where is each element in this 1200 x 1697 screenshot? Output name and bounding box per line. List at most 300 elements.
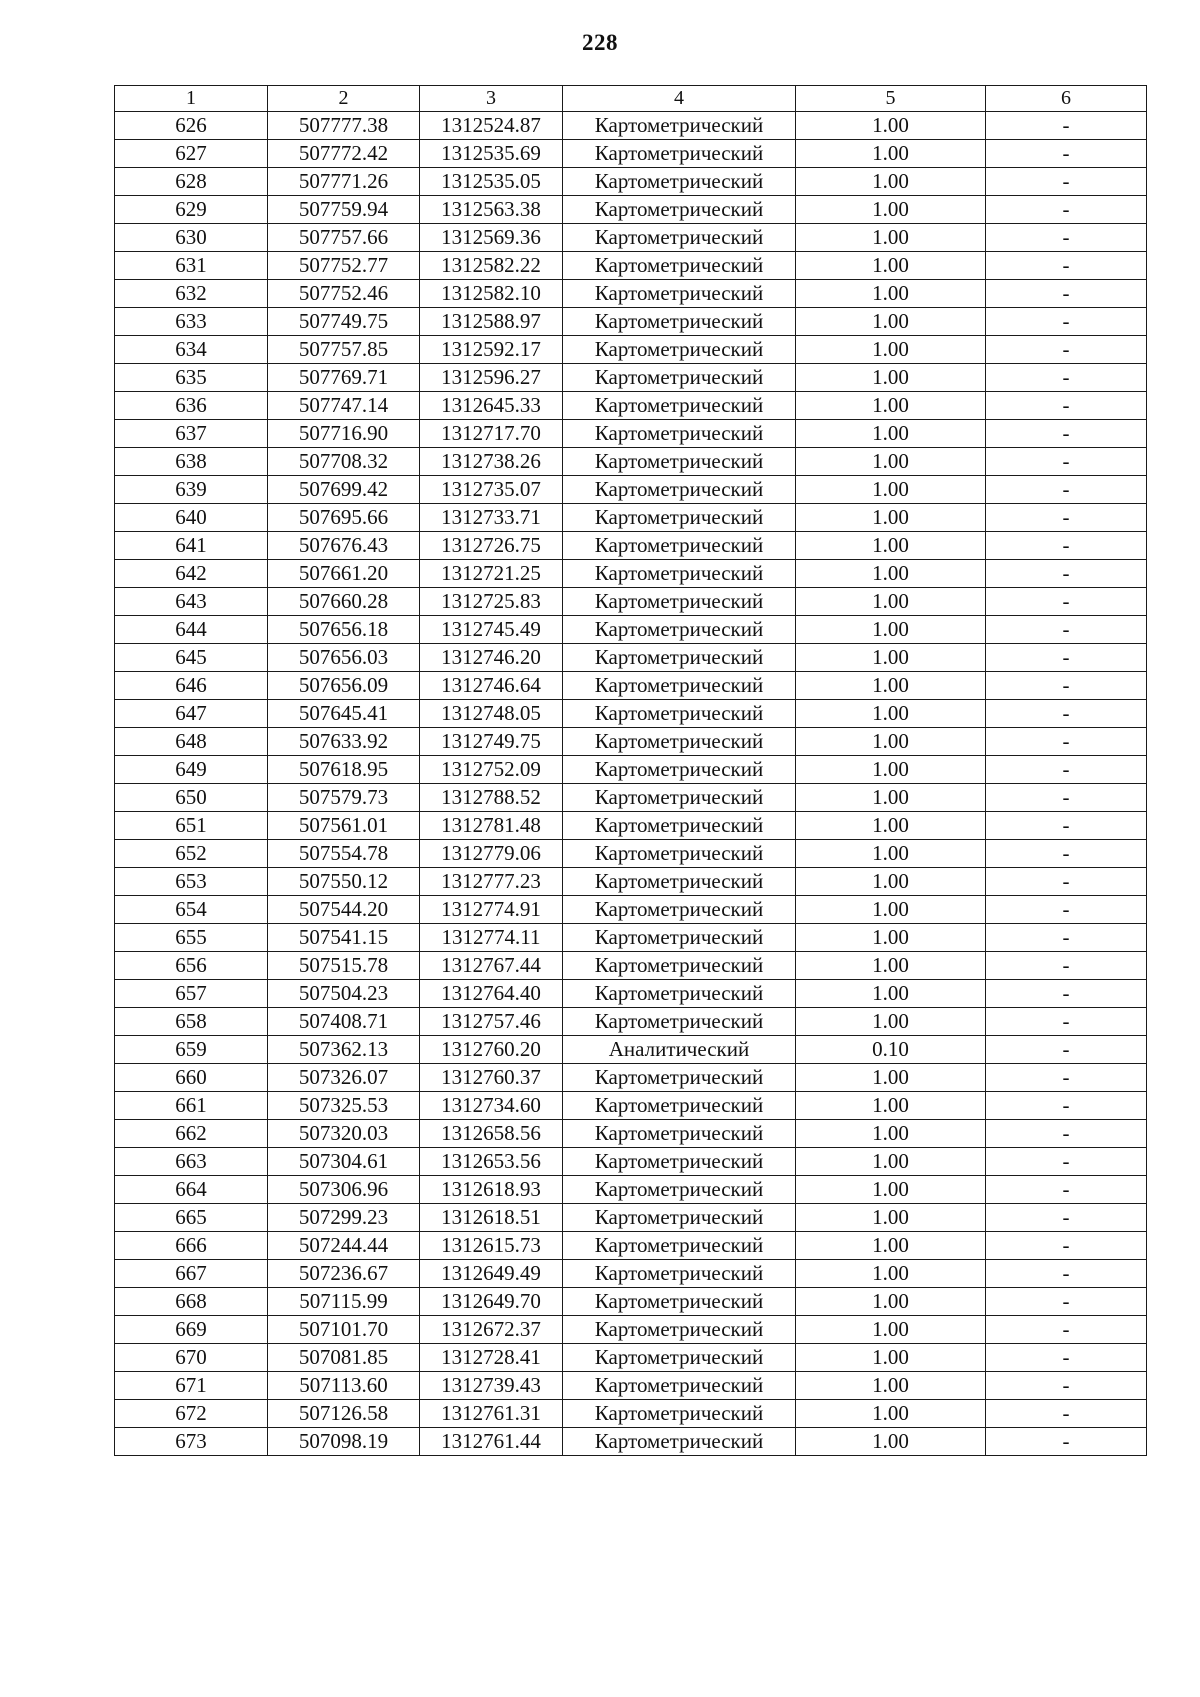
y-coordinate-cell: 1312738.26 xyxy=(420,448,563,476)
method-cell: Картометрический xyxy=(563,448,796,476)
description-cell: - xyxy=(986,1092,1147,1120)
method-cell: Картометрический xyxy=(563,308,796,336)
x-coordinate-cell: 507306.96 xyxy=(268,1176,420,1204)
y-coordinate-cell: 1312535.05 xyxy=(420,168,563,196)
description-cell: - xyxy=(986,364,1147,392)
point-number-cell: 628 xyxy=(115,168,268,196)
method-cell: Картометрический xyxy=(563,532,796,560)
method-cell: Картометрический xyxy=(563,1008,796,1036)
accuracy-cell: 1.00 xyxy=(796,868,986,896)
accuracy-cell: 1.00 xyxy=(796,812,986,840)
y-coordinate-cell: 1312725.83 xyxy=(420,588,563,616)
point-number-cell: 651 xyxy=(115,812,268,840)
x-coordinate-cell: 507081.85 xyxy=(268,1344,420,1372)
x-coordinate-cell: 507660.28 xyxy=(268,588,420,616)
y-coordinate-cell: 1312746.20 xyxy=(420,644,563,672)
x-coordinate-cell: 507544.20 xyxy=(268,896,420,924)
table-row xyxy=(115,1428,1147,1456)
accuracy-cell: 1.00 xyxy=(796,1148,986,1176)
point-number-cell: 645 xyxy=(115,644,268,672)
y-coordinate-cell: 1312653.56 xyxy=(420,1148,563,1176)
description-cell: - xyxy=(986,1372,1147,1400)
description-cell: - xyxy=(986,700,1147,728)
method-cell: Картометрический xyxy=(563,1092,796,1120)
y-coordinate-cell: 1312717.70 xyxy=(420,420,563,448)
point-number-cell: 652 xyxy=(115,840,268,868)
table-row xyxy=(115,532,1147,560)
table-row xyxy=(115,420,1147,448)
y-coordinate-cell: 1312761.31 xyxy=(420,1400,563,1428)
accuracy-cell: 1.00 xyxy=(796,588,986,616)
accuracy-cell: 1.00 xyxy=(796,924,986,952)
table-header xyxy=(115,86,1147,112)
accuracy-cell: 1.00 xyxy=(796,1400,986,1428)
accuracy-cell: 1.00 xyxy=(796,840,986,868)
method-cell: Картометрический xyxy=(563,1260,796,1288)
accuracy-cell: 1.00 xyxy=(796,1428,986,1456)
table-row xyxy=(115,1344,1147,1372)
point-number-cell: 647 xyxy=(115,700,268,728)
accuracy-cell: 1.00 xyxy=(796,504,986,532)
accuracy-cell: 1.00 xyxy=(796,644,986,672)
point-number-cell: 633 xyxy=(115,308,268,336)
table-row xyxy=(115,588,1147,616)
x-coordinate-cell: 507708.32 xyxy=(268,448,420,476)
accuracy-cell: 1.00 xyxy=(796,1232,986,1260)
y-coordinate-cell: 1312779.06 xyxy=(420,840,563,868)
accuracy-cell: 1.00 xyxy=(796,1176,986,1204)
method-cell: Картометрический xyxy=(563,952,796,980)
method-cell: Картометрический xyxy=(563,392,796,420)
point-number-cell: 650 xyxy=(115,784,268,812)
x-coordinate-cell: 507716.90 xyxy=(268,420,420,448)
table-row xyxy=(115,728,1147,756)
description-cell: - xyxy=(986,1176,1147,1204)
description-cell: - xyxy=(986,728,1147,756)
accuracy-cell: 1.00 xyxy=(796,980,986,1008)
method-cell: Картометрический xyxy=(563,1288,796,1316)
x-coordinate-cell: 507645.41 xyxy=(268,700,420,728)
table-row xyxy=(115,784,1147,812)
point-number-cell: 667 xyxy=(115,1260,268,1288)
method-cell: Картометрический xyxy=(563,476,796,504)
x-coordinate-cell: 507777.38 xyxy=(268,112,420,140)
point-number-cell: 635 xyxy=(115,364,268,392)
table-row xyxy=(115,252,1147,280)
point-number-cell: 639 xyxy=(115,476,268,504)
point-number-cell: 648 xyxy=(115,728,268,756)
table-row xyxy=(115,868,1147,896)
x-coordinate-cell: 507695.66 xyxy=(268,504,420,532)
y-coordinate-cell: 1312726.75 xyxy=(420,532,563,560)
description-cell: - xyxy=(986,1428,1147,1456)
method-cell: Картометрический xyxy=(563,1176,796,1204)
accuracy-cell: 1.00 xyxy=(796,1092,986,1120)
method-cell: Картометрический xyxy=(563,728,796,756)
method-cell: Картометрический xyxy=(563,1428,796,1456)
point-number-cell: 661 xyxy=(115,1092,268,1120)
description-cell: - xyxy=(986,672,1147,700)
x-coordinate-cell: 507101.70 xyxy=(268,1316,420,1344)
table-row xyxy=(115,1008,1147,1036)
x-coordinate-cell: 507362.13 xyxy=(268,1036,420,1064)
y-coordinate-cell: 1312649.70 xyxy=(420,1288,563,1316)
y-coordinate-cell: 1312757.46 xyxy=(420,1008,563,1036)
method-cell: Картометрический xyxy=(563,140,796,168)
method-cell: Картометрический xyxy=(563,700,796,728)
point-number-cell: 660 xyxy=(115,1064,268,1092)
description-cell: - xyxy=(986,1064,1147,1092)
x-coordinate-cell: 507579.73 xyxy=(268,784,420,812)
description-cell: - xyxy=(986,644,1147,672)
description-cell: - xyxy=(986,112,1147,140)
y-coordinate-cell: 1312774.11 xyxy=(420,924,563,952)
point-number-cell: 665 xyxy=(115,1204,268,1232)
method-cell: Картометрический xyxy=(563,336,796,364)
point-number-cell: 669 xyxy=(115,1316,268,1344)
column-header-accuracy: 5 xyxy=(796,86,986,112)
x-coordinate-cell: 507408.71 xyxy=(268,1008,420,1036)
table-row xyxy=(115,980,1147,1008)
y-coordinate-cell: 1312672.37 xyxy=(420,1316,563,1344)
method-cell: Картометрический xyxy=(563,224,796,252)
accuracy-cell: 1.00 xyxy=(796,196,986,224)
description-cell: - xyxy=(986,336,1147,364)
description-cell: - xyxy=(986,924,1147,952)
table-row xyxy=(115,1064,1147,1092)
point-number-cell: 638 xyxy=(115,448,268,476)
description-cell: - xyxy=(986,1260,1147,1288)
method-cell: Аналитический xyxy=(563,1036,796,1064)
table-row xyxy=(115,1148,1147,1176)
description-cell: - xyxy=(986,1148,1147,1176)
x-coordinate-cell: 507752.46 xyxy=(268,280,420,308)
x-coordinate-cell: 507769.71 xyxy=(268,364,420,392)
point-number-cell: 643 xyxy=(115,588,268,616)
y-coordinate-cell: 1312748.05 xyxy=(420,700,563,728)
method-cell: Картометрический xyxy=(563,840,796,868)
accuracy-cell: 1.00 xyxy=(796,1344,986,1372)
method-cell: Картометрический xyxy=(563,1064,796,1092)
x-coordinate-cell: 507541.15 xyxy=(268,924,420,952)
accuracy-cell: 1.00 xyxy=(796,1260,986,1288)
x-coordinate-cell: 507115.99 xyxy=(268,1288,420,1316)
table-row xyxy=(115,756,1147,784)
x-coordinate-cell: 507304.61 xyxy=(268,1148,420,1176)
point-number-cell: 666 xyxy=(115,1232,268,1260)
method-cell: Картометрический xyxy=(563,168,796,196)
column-header-method: 4 xyxy=(563,86,796,112)
column-header-x-coordinate: 2 xyxy=(268,86,420,112)
x-coordinate-cell: 507656.09 xyxy=(268,672,420,700)
x-coordinate-cell: 507759.94 xyxy=(268,196,420,224)
point-number-cell: 627 xyxy=(115,140,268,168)
point-number-cell: 672 xyxy=(115,1400,268,1428)
x-coordinate-cell: 507749.75 xyxy=(268,308,420,336)
point-number-cell: 630 xyxy=(115,224,268,252)
y-coordinate-cell: 1312618.93 xyxy=(420,1176,563,1204)
description-cell: - xyxy=(986,1288,1147,1316)
method-cell: Картометрический xyxy=(563,1204,796,1232)
point-number-cell: 662 xyxy=(115,1120,268,1148)
column-header-point-number: 1 xyxy=(115,86,268,112)
table-row xyxy=(115,392,1147,420)
table-row xyxy=(115,1204,1147,1232)
x-coordinate-cell: 507326.07 xyxy=(268,1064,420,1092)
point-number-cell: 663 xyxy=(115,1148,268,1176)
point-number-cell: 634 xyxy=(115,336,268,364)
table-row xyxy=(115,112,1147,140)
method-cell: Картометрический xyxy=(563,644,796,672)
table-row xyxy=(115,812,1147,840)
table-row xyxy=(115,1232,1147,1260)
method-cell: Картометрический xyxy=(563,756,796,784)
page-number: 228 xyxy=(582,30,618,55)
point-number-cell: 656 xyxy=(115,952,268,980)
point-number-cell: 668 xyxy=(115,1288,268,1316)
accuracy-cell: 1.00 xyxy=(796,728,986,756)
x-coordinate-cell: 507320.03 xyxy=(268,1120,420,1148)
description-cell: - xyxy=(986,952,1147,980)
accuracy-cell: 1.00 xyxy=(796,1008,986,1036)
y-coordinate-cell: 1312746.64 xyxy=(420,672,563,700)
column-header-description: 6 xyxy=(986,86,1147,112)
description-cell: - xyxy=(986,392,1147,420)
description-cell: - xyxy=(986,1204,1147,1232)
x-coordinate-cell: 507618.95 xyxy=(268,756,420,784)
y-coordinate-cell: 1312582.22 xyxy=(420,252,563,280)
y-coordinate-cell: 1312761.44 xyxy=(420,1428,563,1456)
point-number-cell: 673 xyxy=(115,1428,268,1456)
method-cell: Картометрический xyxy=(563,1148,796,1176)
table-row xyxy=(115,224,1147,252)
table-row xyxy=(115,952,1147,980)
table-row xyxy=(115,840,1147,868)
point-number-cell: 631 xyxy=(115,252,268,280)
x-coordinate-cell: 507661.20 xyxy=(268,560,420,588)
accuracy-cell: 1.00 xyxy=(796,392,986,420)
method-cell: Картометрический xyxy=(563,196,796,224)
y-coordinate-cell: 1312524.87 xyxy=(420,112,563,140)
accuracy-cell: 1.00 xyxy=(796,756,986,784)
x-coordinate-cell: 507752.77 xyxy=(268,252,420,280)
table-row xyxy=(115,1176,1147,1204)
x-coordinate-cell: 507299.23 xyxy=(268,1204,420,1232)
table-row xyxy=(115,560,1147,588)
accuracy-cell: 1.00 xyxy=(796,616,986,644)
accuracy-cell: 1.00 xyxy=(796,224,986,252)
y-coordinate-cell: 1312788.52 xyxy=(420,784,563,812)
method-cell: Картометрический xyxy=(563,1120,796,1148)
y-coordinate-cell: 1312582.10 xyxy=(420,280,563,308)
y-coordinate-cell: 1312739.43 xyxy=(420,1372,563,1400)
accuracy-cell: 1.00 xyxy=(796,672,986,700)
description-cell: - xyxy=(986,1232,1147,1260)
x-coordinate-cell: 507550.12 xyxy=(268,868,420,896)
x-coordinate-cell: 507244.44 xyxy=(268,1232,420,1260)
y-coordinate-cell: 1312569.36 xyxy=(420,224,563,252)
method-cell: Картометрический xyxy=(563,896,796,924)
table-row xyxy=(115,448,1147,476)
y-coordinate-cell: 1312645.33 xyxy=(420,392,563,420)
table-row xyxy=(115,1372,1147,1400)
x-coordinate-cell: 507098.19 xyxy=(268,1428,420,1456)
table-row xyxy=(115,1316,1147,1344)
table-row xyxy=(115,308,1147,336)
description-cell: - xyxy=(986,784,1147,812)
table-row xyxy=(115,1400,1147,1428)
table-row xyxy=(115,1036,1147,1064)
description-cell: - xyxy=(986,560,1147,588)
y-coordinate-cell: 1312749.75 xyxy=(420,728,563,756)
accuracy-cell: 1.00 xyxy=(796,308,986,336)
y-coordinate-cell: 1312721.25 xyxy=(420,560,563,588)
accuracy-cell: 1.00 xyxy=(796,112,986,140)
accuracy-cell: 1.00 xyxy=(796,336,986,364)
method-cell: Картометрический xyxy=(563,504,796,532)
x-coordinate-cell: 507126.58 xyxy=(268,1400,420,1428)
method-cell: Картометрический xyxy=(563,672,796,700)
x-coordinate-cell: 507757.85 xyxy=(268,336,420,364)
table-row xyxy=(115,336,1147,364)
method-cell: Картометрический xyxy=(563,560,796,588)
description-cell: - xyxy=(986,1316,1147,1344)
x-coordinate-cell: 507771.26 xyxy=(268,168,420,196)
accuracy-cell: 1.00 xyxy=(796,1204,986,1232)
accuracy-cell: 1.00 xyxy=(796,140,986,168)
accuracy-cell: 1.00 xyxy=(796,700,986,728)
table-row xyxy=(115,896,1147,924)
y-coordinate-cell: 1312658.56 xyxy=(420,1120,563,1148)
point-number-cell: 644 xyxy=(115,616,268,644)
table-row xyxy=(115,644,1147,672)
method-cell: Картометрический xyxy=(563,1344,796,1372)
table-row xyxy=(115,364,1147,392)
y-coordinate-cell: 1312760.20 xyxy=(420,1036,563,1064)
description-cell: - xyxy=(986,1036,1147,1064)
y-coordinate-cell: 1312764.40 xyxy=(420,980,563,1008)
method-cell: Картометрический xyxy=(563,280,796,308)
table-row xyxy=(115,924,1147,952)
point-number-cell: 632 xyxy=(115,280,268,308)
description-cell: - xyxy=(986,1008,1147,1036)
point-number-cell: 657 xyxy=(115,980,268,1008)
description-cell: - xyxy=(986,224,1147,252)
y-coordinate-cell: 1312535.69 xyxy=(420,140,563,168)
method-cell: Картометрический xyxy=(563,364,796,392)
point-number-cell: 670 xyxy=(115,1344,268,1372)
table-row xyxy=(115,168,1147,196)
method-cell: Картометрический xyxy=(563,1400,796,1428)
y-coordinate-cell: 1312752.09 xyxy=(420,756,563,784)
x-coordinate-cell: 507633.92 xyxy=(268,728,420,756)
method-cell: Картометрический xyxy=(563,252,796,280)
description-cell: - xyxy=(986,868,1147,896)
y-coordinate-cell: 1312649.49 xyxy=(420,1260,563,1288)
description-cell: - xyxy=(986,1400,1147,1428)
x-coordinate-cell: 507554.78 xyxy=(268,840,420,868)
method-cell: Картометрический xyxy=(563,868,796,896)
y-coordinate-cell: 1312728.41 xyxy=(420,1344,563,1372)
accuracy-cell: 1.00 xyxy=(796,560,986,588)
accuracy-cell: 1.00 xyxy=(796,1316,986,1344)
description-cell: - xyxy=(986,504,1147,532)
x-coordinate-cell: 507236.67 xyxy=(268,1260,420,1288)
y-coordinate-cell: 1312777.23 xyxy=(420,868,563,896)
accuracy-cell: 1.00 xyxy=(796,1288,986,1316)
y-coordinate-cell: 1312588.97 xyxy=(420,308,563,336)
x-coordinate-cell: 507676.43 xyxy=(268,532,420,560)
description-cell: - xyxy=(986,196,1147,224)
accuracy-cell: 0.10 xyxy=(796,1036,986,1064)
x-coordinate-cell: 507113.60 xyxy=(268,1372,420,1400)
method-cell: Картометрический xyxy=(563,616,796,644)
y-coordinate-cell: 1312734.60 xyxy=(420,1092,563,1120)
point-number-cell: 654 xyxy=(115,896,268,924)
x-coordinate-cell: 507561.01 xyxy=(268,812,420,840)
accuracy-cell: 1.00 xyxy=(796,784,986,812)
accuracy-cell: 1.00 xyxy=(796,420,986,448)
accuracy-cell: 1.00 xyxy=(796,280,986,308)
x-coordinate-cell: 507515.78 xyxy=(268,952,420,980)
method-cell: Картометрический xyxy=(563,1316,796,1344)
description-cell: - xyxy=(986,280,1147,308)
y-coordinate-cell: 1312767.44 xyxy=(420,952,563,980)
description-cell: - xyxy=(986,1344,1147,1372)
accuracy-cell: 1.00 xyxy=(796,952,986,980)
accuracy-cell: 1.00 xyxy=(796,252,986,280)
table-row xyxy=(115,1288,1147,1316)
x-coordinate-cell: 507504.23 xyxy=(268,980,420,1008)
point-number-cell: 636 xyxy=(115,392,268,420)
column-header-y-coordinate: 3 xyxy=(420,86,563,112)
table-row xyxy=(115,1092,1147,1120)
accuracy-cell: 1.00 xyxy=(796,364,986,392)
point-number-cell: 671 xyxy=(115,1372,268,1400)
accuracy-cell: 1.00 xyxy=(796,448,986,476)
y-coordinate-cell: 1312563.38 xyxy=(420,196,563,224)
accuracy-cell: 1.00 xyxy=(796,476,986,504)
point-number-cell: 629 xyxy=(115,196,268,224)
point-number-cell: 655 xyxy=(115,924,268,952)
y-coordinate-cell: 1312781.48 xyxy=(420,812,563,840)
point-number-cell: 646 xyxy=(115,672,268,700)
y-coordinate-cell: 1312774.91 xyxy=(420,896,563,924)
description-cell: - xyxy=(986,812,1147,840)
table-row xyxy=(115,476,1147,504)
x-coordinate-cell: 507656.03 xyxy=(268,644,420,672)
point-number-cell: 659 xyxy=(115,1036,268,1064)
description-cell: - xyxy=(986,420,1147,448)
y-coordinate-cell: 1312615.73 xyxy=(420,1232,563,1260)
table-row xyxy=(115,140,1147,168)
point-number-cell: 641 xyxy=(115,532,268,560)
x-coordinate-cell: 507772.42 xyxy=(268,140,420,168)
description-cell: - xyxy=(986,448,1147,476)
x-coordinate-cell: 507699.42 xyxy=(268,476,420,504)
description-cell: - xyxy=(986,476,1147,504)
y-coordinate-cell: 1312745.49 xyxy=(420,616,563,644)
table-row xyxy=(115,700,1147,728)
description-cell: - xyxy=(986,896,1147,924)
method-cell: Картометрический xyxy=(563,420,796,448)
table-row xyxy=(115,672,1147,700)
table-row xyxy=(115,280,1147,308)
y-coordinate-cell: 1312592.17 xyxy=(420,336,563,364)
method-cell: Картометрический xyxy=(563,588,796,616)
accuracy-cell: 1.00 xyxy=(796,1120,986,1148)
method-cell: Картометрический xyxy=(563,812,796,840)
